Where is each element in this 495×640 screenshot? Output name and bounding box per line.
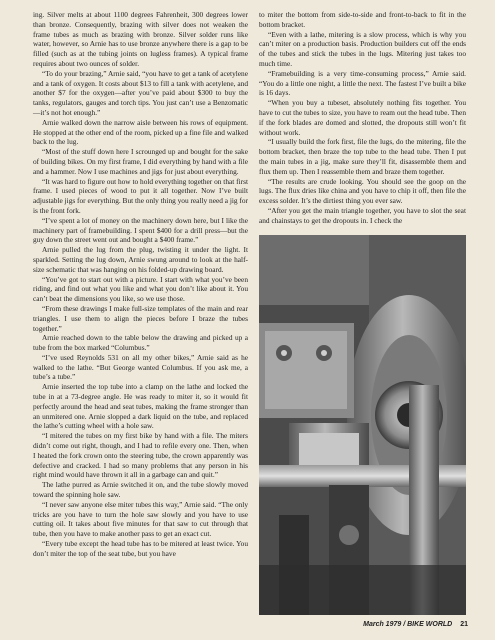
paragraph: “Even with a lathe, mitering is a slow process, which is why you can’t miter on a production basis. Production builders cut off the ends of the tubes and stick the tubes in the lugs. Mitering just takes too much time. [259, 29, 466, 68]
paragraph: “I’ve spent a lot of money on the machinery down here, but I like the machinery part of framebuilding. I spent $400 for a drill press—but the guy down the street went out and bought a $400 frame.” [33, 215, 248, 245]
article-column-left [33, 10, 248, 559]
paragraph: Arnie walked down the narrow aisle between his rows of equipment. He stopped at the other end of the room, picked up a fine file and walked back to the lug. [33, 117, 248, 147]
page-number: 21 [460, 621, 468, 628]
paragraph: “From these drawings I make full-size templates of the main and rear triangles. I use them to align the pieces before I braze the tubes together.” [33, 303, 248, 333]
lathe-photo [259, 235, 466, 615]
paragraph: “Every tube except the head tube has to be mitered at least twice. You don’t miter the top of the seat tube, but you have [33, 539, 248, 558]
paragraph: “I mitered the tubes on my first bike by hand with a file. The miters didn’t come out right, though, and I had to refile every one. Then, when I heated the fork crown onto the steering tube, the crown apparently was defective and cracked. I had so many problems that any person in his right mind would have thrown it all in a garbage can and quit.” [33, 431, 248, 480]
paragraph: Arnie pulled the lug from the plug, twisting it under the light. It sparkled. Setting the lug down, Arnie swung around to look at the half-size schematic that was hanging on his folded-up drawing board. [33, 245, 248, 274]
paragraph: “I’ve used Reynolds 531 on all my other bikes,” Arnie said as he walked to the lathe. “But George wanted Columbus. If you ask me, a tube’s a tube.” [33, 352, 248, 382]
paragraph: “When you buy a tubeset, absolutely nothing fits together. You have to cut the tubes to size, you have to ream out the head tube. Then if the fork blades are domed and slotted, the dropouts still won’t fit without work. [259, 98, 466, 137]
article-column-right [259, 10, 466, 226]
paragraph: “I never saw anyone else miter tubes this way,” Arnie said. “The only tricks are you have to turn the hole saw slowly and you have to use cutting oil. It takes about five minutes for that saw to cut through that tube, then you have to make another pass to get an exact cut. [33, 499, 248, 539]
paragraph: “Most of the stuff down here I scrounged up and bought for the sake of building bikes. On my first frame, I did everything by hand with a file and a hammer. Now I use machines and jigs for just about everything. [33, 147, 248, 176]
paragraph: “The results are crude looking. You should see the goop on the lugs. The flux dries like china and you have to chip it off, then file the excess solder. It’s the dirtiest thing you ever saw. [259, 176, 466, 206]
page-footer [300, 621, 468, 628]
paragraph: “I usually build the fork first, file the lugs, do the mitering, file the bottom bracket, then braze the top tube to the head tube. Then I put the main tubes in a jig, make sure they’ll fit, disassemble them and flux them up. Then I reassemble them and braze them together. [259, 137, 466, 176]
paragraph: Arnie reached down to the table below the drawing and picked up a tube from the box marked “Columbus.” [33, 333, 248, 353]
paragraph: ing. Silver melts at about 1100 degrees Fahrenheit, 300 degrees lower than bronze. Consequently, brazing with silver does not weaken the frame tubes as much as brazing with bronze. Silver solder runs like water, however, so Arnie has to use bronze anywhere there is a gap to be filled (such as at the tubing joints on lugless frames). A typical frame requires about two ounces of solder. [33, 10, 248, 68]
paragraph: “After you get the main triangle together, you have to slot the seat and chainstays to get the dropouts in. I check the [259, 205, 466, 225]
paragraph: The lathe purred as Arnie switched it on, and the tube slowly moved toward the spinning hole saw. [33, 480, 248, 500]
paragraph: “Framebuilding is a very time-consuming process,” Arnie said. “You do a little one night, a little the next. The fastest I’ve built a bike is 16 days. [259, 68, 466, 98]
paragraph: “To do your brazing,” Arnie said, “you have to get a tank of acetylene and a tank of oxygen. It costs about $13 to fill a tank with acetylene, and another $7 for the oxygen—after you’ve paid about $300 to buy the tanks, regulators, gauges and torch tips. You just can’t use a Benzomatic—it’s not hot enough.” [33, 68, 248, 117]
paragraph: “It was hard to figure out how to hold everything together on that first frame. I used pieces of wood to put it all together. Now I’ve built adjustable jigs for everything. But the only thing you really need a jig for is the front fork. [33, 176, 248, 215]
paragraph: “You’ve got to start out with a picture. I start with what you’ve been riding, and find out what you like and what you don’t like about it. You can’t beat the dimensions you like, so we use those. [33, 274, 248, 304]
paragraph: to miter the bottom from side-to-side and front-to-back to fit in the bottom bracket. [259, 10, 466, 29]
issue-label: March 1979 / BIKE WORLD [363, 621, 453, 628]
paragraph: Arnie inserted the top tube into a clamp on the lathe and locked the tube in at a 73-degree angle. He was ready to miter it, so it would fit perfectly around the head and seat tubes, making the frame stronger than an unmitered one. Arnie slopped a dark liquid on the tube, and replaced the lathe’s cutting wheel with a hole saw. [33, 382, 248, 431]
